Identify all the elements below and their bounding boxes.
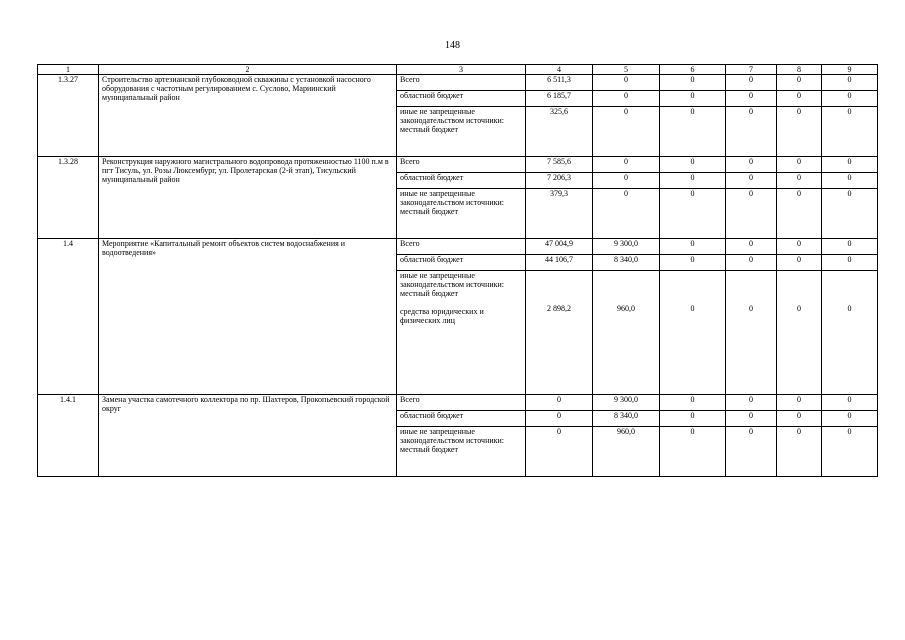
value-cell: 0: [726, 395, 777, 411]
value-cell: 0: [726, 271, 777, 395]
header-row: [38, 65, 878, 75]
funding-source-sub: местный бюджет: [400, 125, 458, 135]
value-cell: 0: [660, 255, 726, 271]
value-cell: 0: [777, 395, 822, 411]
item-code: 1.3.28: [38, 157, 99, 239]
value-cell: 2 898,2: [526, 271, 593, 395]
value-cell: 0: [593, 107, 660, 157]
funding-source: областной бюджет: [397, 91, 526, 107]
value-cell: 0: [777, 189, 822, 239]
value-cell: 0: [660, 411, 726, 427]
value-cell: 0: [660, 91, 726, 107]
value-cell: 0: [726, 91, 777, 107]
value-cell: 0: [726, 239, 777, 255]
value-cell: 0: [660, 75, 726, 91]
value-cell: 0: [777, 255, 822, 271]
value-cell: 0: [526, 427, 593, 477]
value-cell: 0: [822, 157, 878, 173]
funding-source-sub: местный бюджет: [400, 445, 458, 455]
header-cell: 1: [38, 65, 99, 75]
value-cell: 0: [593, 189, 660, 239]
value-cell: 0: [822, 271, 878, 395]
item-code: 1.4: [38, 239, 99, 395]
value-cell: 0: [726, 427, 777, 477]
funding-source: [397, 427, 526, 477]
value-cell: 0: [660, 189, 726, 239]
funding-source: областной бюджет: [397, 173, 526, 189]
value-cell: 0: [822, 91, 878, 107]
funding-source: областной бюджет: [397, 411, 526, 427]
value-cell: 0: [822, 239, 878, 255]
value-cell: 0: [593, 157, 660, 173]
value-cell: 0: [822, 411, 878, 427]
funding-source-extra: средства юридических и физических лиц: [400, 306, 484, 325]
funding-source: Всего: [397, 75, 526, 91]
funding-source: областной бюджет: [397, 255, 526, 271]
value-cell: 0: [726, 173, 777, 189]
value-cell: 960,0: [593, 427, 660, 477]
value-cell: 0: [526, 411, 593, 427]
value-cell: 0: [777, 411, 822, 427]
header-cell: 3: [397, 65, 526, 75]
funding-source: [397, 107, 526, 157]
value-cell: 9 300,0: [593, 239, 660, 255]
value-cell: 0: [822, 395, 878, 411]
funding-source-sub: местный бюджет: [400, 289, 458, 299]
value-cell: 0: [822, 173, 878, 189]
value-cell: 6 185,7: [526, 91, 593, 107]
value-cell: 0: [777, 239, 822, 255]
funding-source-label: иные не запрещенные законодательством источники:: [400, 189, 505, 208]
value-cell: 0: [660, 173, 726, 189]
value-cell: 0: [593, 173, 660, 189]
item-code: 1.4.1: [38, 395, 99, 477]
value-cell: 8 340,0: [593, 411, 660, 427]
value-cell: 0: [822, 427, 878, 477]
value-cell: 47 004,9: [526, 239, 593, 255]
funding-source-sub: местный бюджет: [400, 207, 458, 217]
value-cell: 0: [726, 255, 777, 271]
funding-source-label: иные не запрещенные законодательством источники:: [400, 427, 505, 446]
value-cell: 0: [777, 75, 822, 91]
value-cell: 0: [726, 411, 777, 427]
item-name: Замена участка самотечного коллектора по пр. Шахтеров, Прокопьевский городской округ: [99, 395, 397, 477]
value-cell: 0: [593, 75, 660, 91]
value-cell: 0: [660, 271, 726, 395]
value-cell: 0: [822, 189, 878, 239]
item-code: 1.3.27: [38, 75, 99, 157]
table-row: [38, 395, 878, 411]
value-cell: 7 585,6: [526, 157, 593, 173]
funding-source: Всего: [397, 157, 526, 173]
header-cell: 5: [593, 65, 660, 75]
value-cell: 0: [777, 91, 822, 107]
funding-source-label: иные не запрещенные законодательством источники:: [400, 107, 505, 126]
funding-source: Всего: [397, 239, 526, 255]
value-cell: 325,6: [526, 107, 593, 157]
header-cell: 8: [777, 65, 822, 75]
value-cell: 0: [777, 107, 822, 157]
value-cell: 0: [726, 107, 777, 157]
header-cell: 9: [822, 65, 878, 75]
value-cell: 0: [660, 395, 726, 411]
header-cell: 2: [99, 65, 397, 75]
item-name: Строительство артезианской глубоководной скважины с установкой насосного оборудования с частотным регулированием с. Суслово, Мариинский муниципальный район: [99, 75, 397, 157]
funding-source-label: иные не запрещенные законодательством источники:: [400, 271, 505, 290]
value-cell: 0: [726, 189, 777, 239]
value-cell: 960,0: [593, 271, 660, 395]
table-row: [38, 157, 878, 173]
item-name: Мероприятие «Капитальный ремонт объектов систем водоснабжения и водоотведения»: [99, 239, 397, 395]
value-cell: 0: [822, 75, 878, 91]
value-cell: 0: [777, 173, 822, 189]
funding-source: [397, 189, 526, 239]
value-cell: 0: [777, 157, 822, 173]
header-cell: 7: [726, 65, 777, 75]
header-cell: 4: [526, 65, 593, 75]
table-row: [38, 239, 878, 255]
item-name: Реконструкция наружного магистрального водопровода протяженностью 1100 п.м в пгт Тисуль, ул. Розы Люксембург, ул. Пролетарская (2-й этап), Тисульский муниципальный район: [99, 157, 397, 239]
value-cell: 6 511,3: [526, 75, 593, 91]
value-cell: 44 106,7: [526, 255, 593, 271]
value-cell: 0: [526, 395, 593, 411]
value-cell: 0: [777, 427, 822, 477]
value-cell: 0: [660, 157, 726, 173]
value-cell: 7 206,3: [526, 173, 593, 189]
value-cell: 8 340,0: [593, 255, 660, 271]
table-row: [38, 75, 878, 91]
value-cell: 0: [593, 91, 660, 107]
value-cell: 0: [660, 427, 726, 477]
budget-table: [37, 64, 878, 477]
funding-source: [397, 271, 526, 395]
value-cell: 0: [726, 75, 777, 91]
value-cell: 9 300,0: [593, 395, 660, 411]
value-cell: 0: [726, 157, 777, 173]
value-cell: 0: [822, 107, 878, 157]
value-cell: 0: [822, 255, 878, 271]
value-cell: 0: [660, 107, 726, 157]
value-cell: 379,3: [526, 189, 593, 239]
header-cell: 6: [660, 65, 726, 75]
page-number: 148: [445, 40, 460, 51]
value-cell: 0: [660, 239, 726, 255]
funding-source: Всего: [397, 395, 526, 411]
value-cell: 0: [777, 271, 822, 395]
